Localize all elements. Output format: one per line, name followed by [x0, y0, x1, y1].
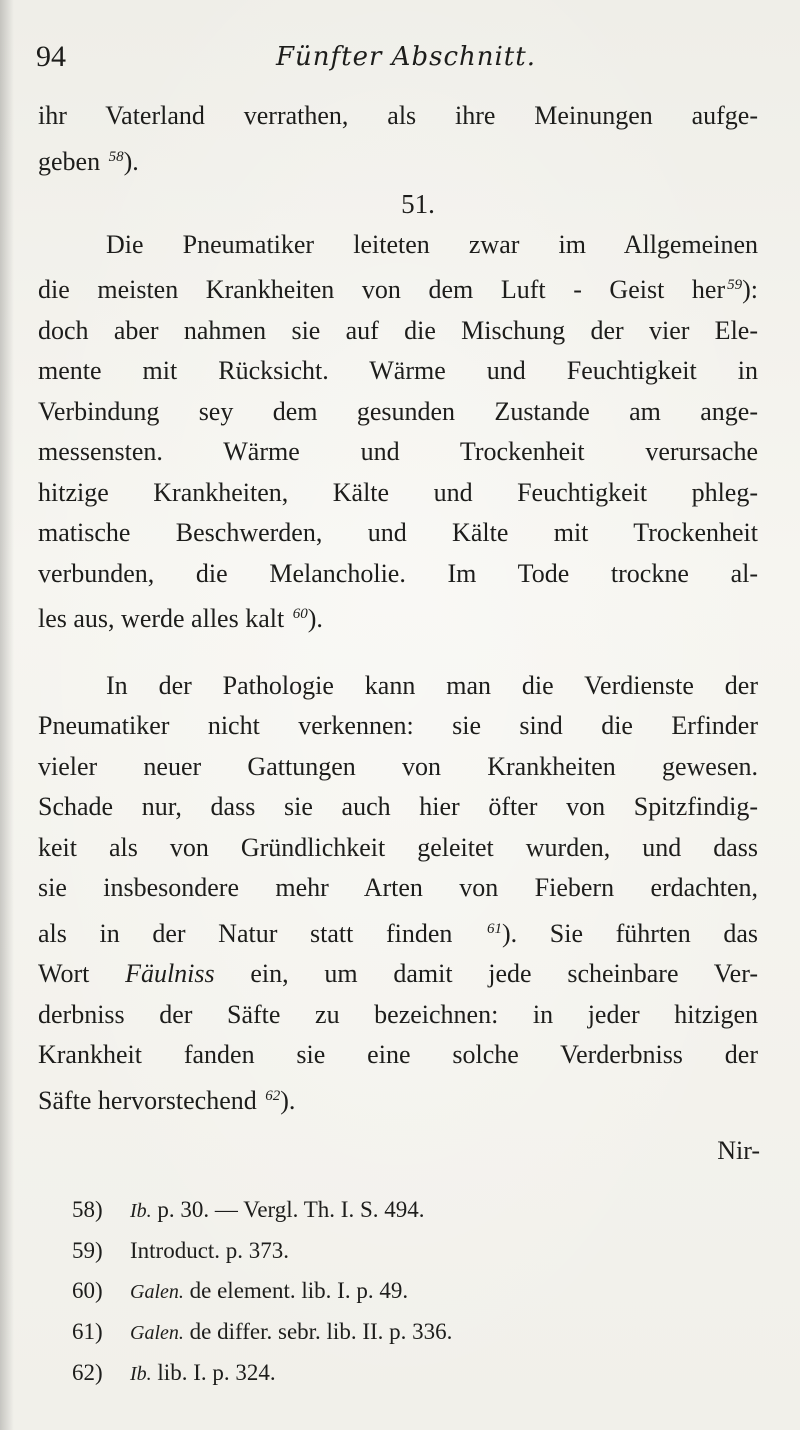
footnote-text: lib. I. p. 324. — [157, 1360, 276, 1385]
text-line: In der Pathologie kann man die Verdienste der — [106, 670, 758, 700]
text-line — [38, 909, 758, 955]
text-line: messensten. Wärme und Trockenheit verursache — [38, 437, 758, 466]
text-line: doch aber nahmen sie auf die Mischung der vier Ele- — [38, 315, 758, 345]
text-fragment: Wort — [38, 959, 90, 988]
text-line: verbunden, die Melancholie. Im Tode trockne al- — [38, 558, 758, 588]
footnote-source: Galen. — [130, 1281, 184, 1303]
text-line: Pneumatiker nicht verkennen: sie sind die Erfinder — [38, 711, 758, 740]
text-fragment: ein, um damit jede scheinbare Ver- — [250, 959, 758, 988]
footnote-ref: 62 — [265, 1087, 281, 1104]
footnote-ref: 60 — [292, 606, 308, 622]
footnote-text: de element. lib. I. p. 49. — [189, 1278, 409, 1303]
footnote-text: de differ. sebr. lib. II. p. 336. — [189, 1319, 453, 1344]
paragraph-gap — [38, 640, 758, 666]
text-line: Verbindung sey dem gesunden Zustande am ange- — [38, 396, 758, 426]
footnote-source: Galen. — [130, 1322, 184, 1344]
section-number: 51. — [401, 189, 435, 219]
text-line: keit als von Gründlichkeit geleitet wurden, und dass — [38, 832, 758, 862]
text-line: ihr Vaterland verrathen, als ihre Meinungen aufge- — [38, 101, 758, 130]
running-head: Fünfter Abschnitt. — [276, 42, 536, 72]
text-fragment: ). — [307, 604, 323, 633]
footnote-text: p. 30. — Vergl. Th. I. S. 494. — [157, 1197, 425, 1222]
text-line — [38, 1076, 758, 1122]
text-line — [38, 954, 758, 995]
footnote-number: 60) — [72, 1278, 103, 1303]
text-line: sie insbesondere mehr Arten von Fiebern erdachten, — [38, 873, 758, 902]
footnote — [72, 1190, 712, 1231]
text-fragment: als in der Natur statt finden — [38, 918, 453, 948]
footnote — [72, 1312, 712, 1353]
footnote-source: Ib. — [130, 1200, 152, 1222]
page-number: 94 — [36, 40, 66, 73]
footnote-ref: 61 — [487, 920, 502, 937]
text-line: hitzige Krankheiten, Kälte und Feuchtigkeit phleg- — [38, 477, 758, 507]
text-line — [38, 265, 758, 311]
text-line: mente mit Rücksicht. Wärme und Feuchtigkeit in — [38, 356, 758, 385]
text-line: vieler neuer Gattungen von Krankheiten gewesen. — [38, 751, 758, 781]
text-fragment: ): — [742, 275, 758, 304]
text-line — [38, 594, 758, 640]
footnote-number: 62) — [72, 1360, 103, 1385]
text-line: matische Beschwerden, und Kälte mit Trockenheit — [38, 518, 758, 547]
footnote-number: 59) — [72, 1238, 103, 1263]
text-fragment: geben — [38, 146, 101, 176]
footnote-number: 58) — [72, 1197, 103, 1222]
catchword: Nir- — [717, 1136, 760, 1165]
text-fragment: les aus, werde alles kalt — [38, 604, 285, 633]
text-fragment: ). Sie führten das — [502, 918, 758, 948]
text-fragment: die meisten Krankheiten von dem Luft - Geist her — [38, 275, 726, 304]
footnote-source: Ib. — [130, 1363, 152, 1385]
text-fragment: Säfte hervorstechend — [38, 1085, 257, 1115]
text-line: Die Pneumatiker leiteten zwar im Allgemeinen — [106, 229, 758, 259]
text-line: derbniss der Säfte zu bezeichnen: in jeder hitzigen — [38, 999, 758, 1029]
text-line — [38, 137, 758, 183]
page-header — [36, 40, 760, 80]
footnote — [72, 1271, 712, 1312]
text-fragment: ). — [280, 1085, 296, 1115]
footnotes — [72, 1190, 712, 1394]
text-fragment: ). — [123, 146, 139, 176]
page-gutter-shadow — [0, 0, 14, 1430]
text-line: Schade nur, dass sie auch hier öfter von Spitzfindig- — [38, 792, 758, 821]
text-line: Krankheit fanden sie eine solche Verderbniss der — [38, 1040, 758, 1069]
footnote — [72, 1231, 712, 1271]
body-text — [38, 96, 758, 1121]
footnote-ref: 59 — [727, 277, 743, 293]
footnote-ref: 58 — [108, 148, 124, 165]
italic-term: Fäulniss — [125, 959, 215, 988]
footnote — [72, 1353, 712, 1394]
footnote-number: 61) — [72, 1319, 103, 1344]
footnote-text: Introduct. p. 373. — [130, 1238, 290, 1263]
